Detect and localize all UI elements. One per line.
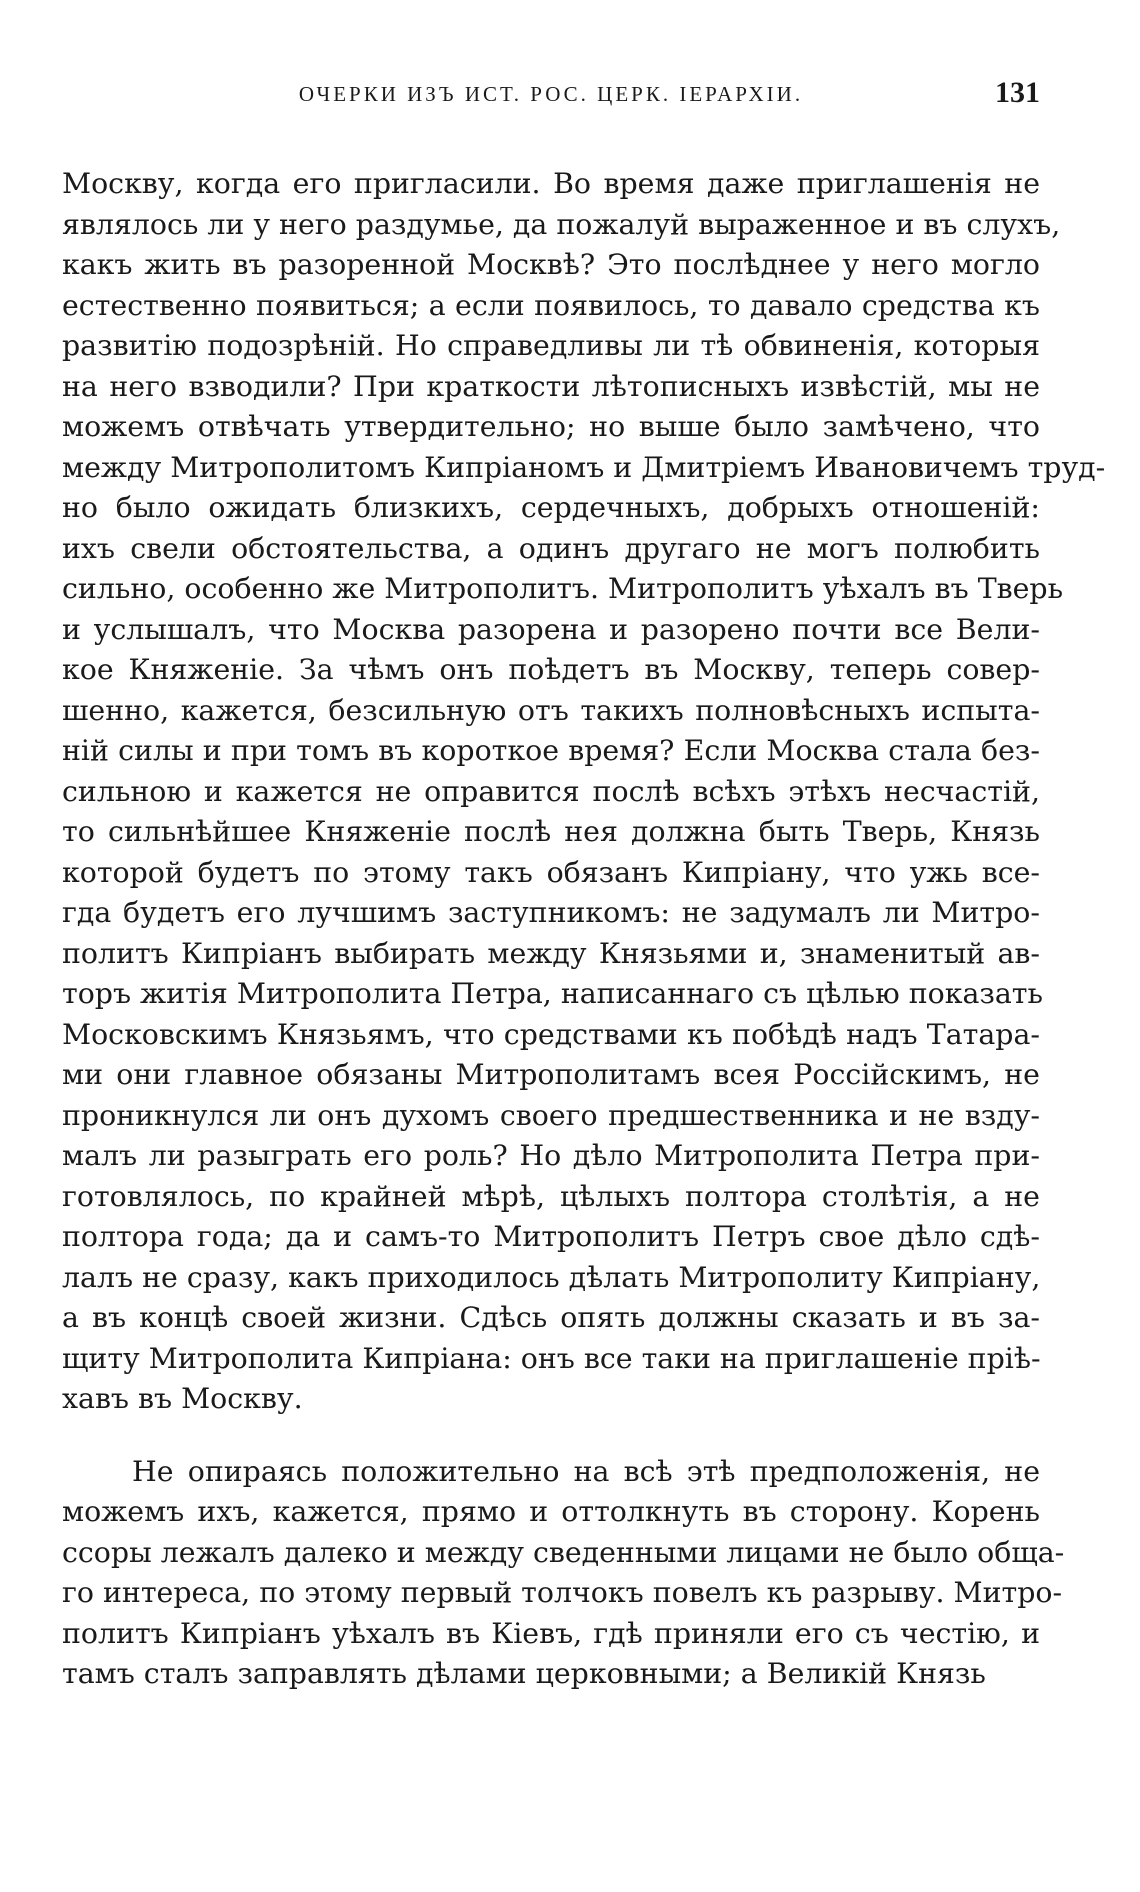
text-line: щиту Митрополита Кипріана: онъ все таки на приглашеніе пріѣ- (62, 1341, 1041, 1375)
text-line: тамъ сталъ заправлять дѣлами церковными; а Великій Князь (62, 1657, 986, 1690)
text-line: Московскимъ Князьямъ, что средствами къ побѣдѣ надъ Татара- (62, 1017, 1040, 1051)
running-title: ОЧЕРКИ ИЗЪ ИСТ. РОС. ЦЕРК. ІЕРАРХІИ. (298, 82, 804, 106)
text-line: политъ Кипріанъ уѣхалъ въ Кіевъ, гдѣ приняли его съ честію, и (62, 1616, 1040, 1650)
text-line: полтора года; да и самъ-то Митрополитъ Петръ свое дѣло сдѣ- (62, 1220, 1040, 1253)
text-line: на него взводили? При краткости лѣтописныхъ извѣстій, мы не (62, 369, 1040, 403)
text-line: сильною и кажется не оправится послѣ всѣхъ этѣхъ несчастій, (62, 774, 1040, 808)
book-page (62, 76, 1106, 1695)
text-line: сильно, особенно же Митрополитъ. Митрополитъ уѣхалъ въ Тверь (62, 572, 1064, 605)
text-line: ми они главное обязаны Митрополитамъ всея Россійскимъ, не (62, 1058, 1040, 1091)
text-line: кое Княженіе. За чѣмъ онъ поѣдетъ въ Москву, теперь совер- (62, 653, 1040, 686)
text-line: можемъ ихъ, кажется, прямо и оттолкнуть въ сторону. Корень (62, 1495, 1040, 1528)
text-line: хавъ въ Москву. (62, 1382, 303, 1415)
text-line: политъ Кипріанъ выбирать между Князьями и, знаменитый ав- (62, 936, 1040, 970)
page-number: 131 (995, 76, 1040, 109)
text-line: ссоры лежалъ далеко и между сведенными лицами не было обща- (62, 1535, 1065, 1569)
text-line: естественно появиться; а если появилось, то давало средства къ (62, 288, 1040, 322)
text-line: торъ житія Митрополита Петра, написаннаго съ цѣлью показать (62, 977, 1043, 1010)
text-line: а въ концѣ своей жизни. Сдѣсь опять должны сказать и въ за- (62, 1301, 1040, 1334)
paragraph-2 (62, 1452, 1065, 1695)
text-line: какъ жить въ разоренной Москвѣ? Это послѣднее у него могло (62, 248, 1040, 281)
text-line: готовлялось, по крайней мѣрѣ, цѣлыхъ полтора столѣтія, а не (62, 1179, 1040, 1213)
text-line: развитію подозрѣній. Но справедливы ли тѣ обвиненія, которыя (62, 329, 1040, 362)
text-line: которой будетъ по этому такъ обязанъ Кипріану, что ужь все- (62, 855, 1040, 889)
text-line: Не опираясь положительно на всѣ этѣ предположенія, не (132, 1454, 1040, 1488)
text-line: но было ожидать близкихъ, сердечныхъ, добрыхъ отношеній: (62, 491, 1040, 524)
text-line: лалъ не сразу, какъ приходилось дѣлать Митрополиту Кипріану, (62, 1260, 1041, 1294)
text-line: можемъ отвѣчать утвердительно; но выше было замѣчено, что (62, 410, 1040, 443)
text-line: являлось ли у него раздумье, да пожалуй выраженное и въ слухъ, (62, 207, 1061, 241)
text-line: гда будетъ его лучшимъ заступникомъ: не задумалъ ли Митро- (62, 896, 1040, 929)
text-line: ній силы и при томъ въ короткое время? Если Москва стала без- (62, 734, 1040, 767)
text-line: между Митрополитомъ Кипріаномъ и Дмитріемъ Ивановичемъ труд- (62, 450, 1106, 484)
running-head (62, 76, 1040, 120)
body-text (62, 164, 1106, 1695)
text-line: шенно, кажется, безсильную отъ такихъ полновѣсныхъ испыта- (62, 693, 1040, 727)
text-line: и услышалъ, что Москва разорена и разорено почти все Вели- (62, 612, 1040, 646)
paragraph-1 (62, 164, 1106, 1420)
text-line: Москву, когда его пригласили. Во время даже приглашенія не (62, 167, 1040, 200)
text-line: ихъ свели обстоятельства, а одинъ другаго не могъ полюбить (62, 531, 1040, 565)
text-line: малъ ли разыграть его роль? Но дѣло Митрополита Петра при- (62, 1139, 1040, 1172)
text-line: проникнулся ли онъ духомъ своего предшественника и не взду- (62, 1098, 1040, 1132)
text-line: то сильнѣйшее Княженіе послѣ нея должна быть Тверь, Князь (62, 815, 1040, 848)
text-line: го интереса, по этому первый толчокъ повелъ къ разрыву. Митро- (62, 1576, 1063, 1609)
